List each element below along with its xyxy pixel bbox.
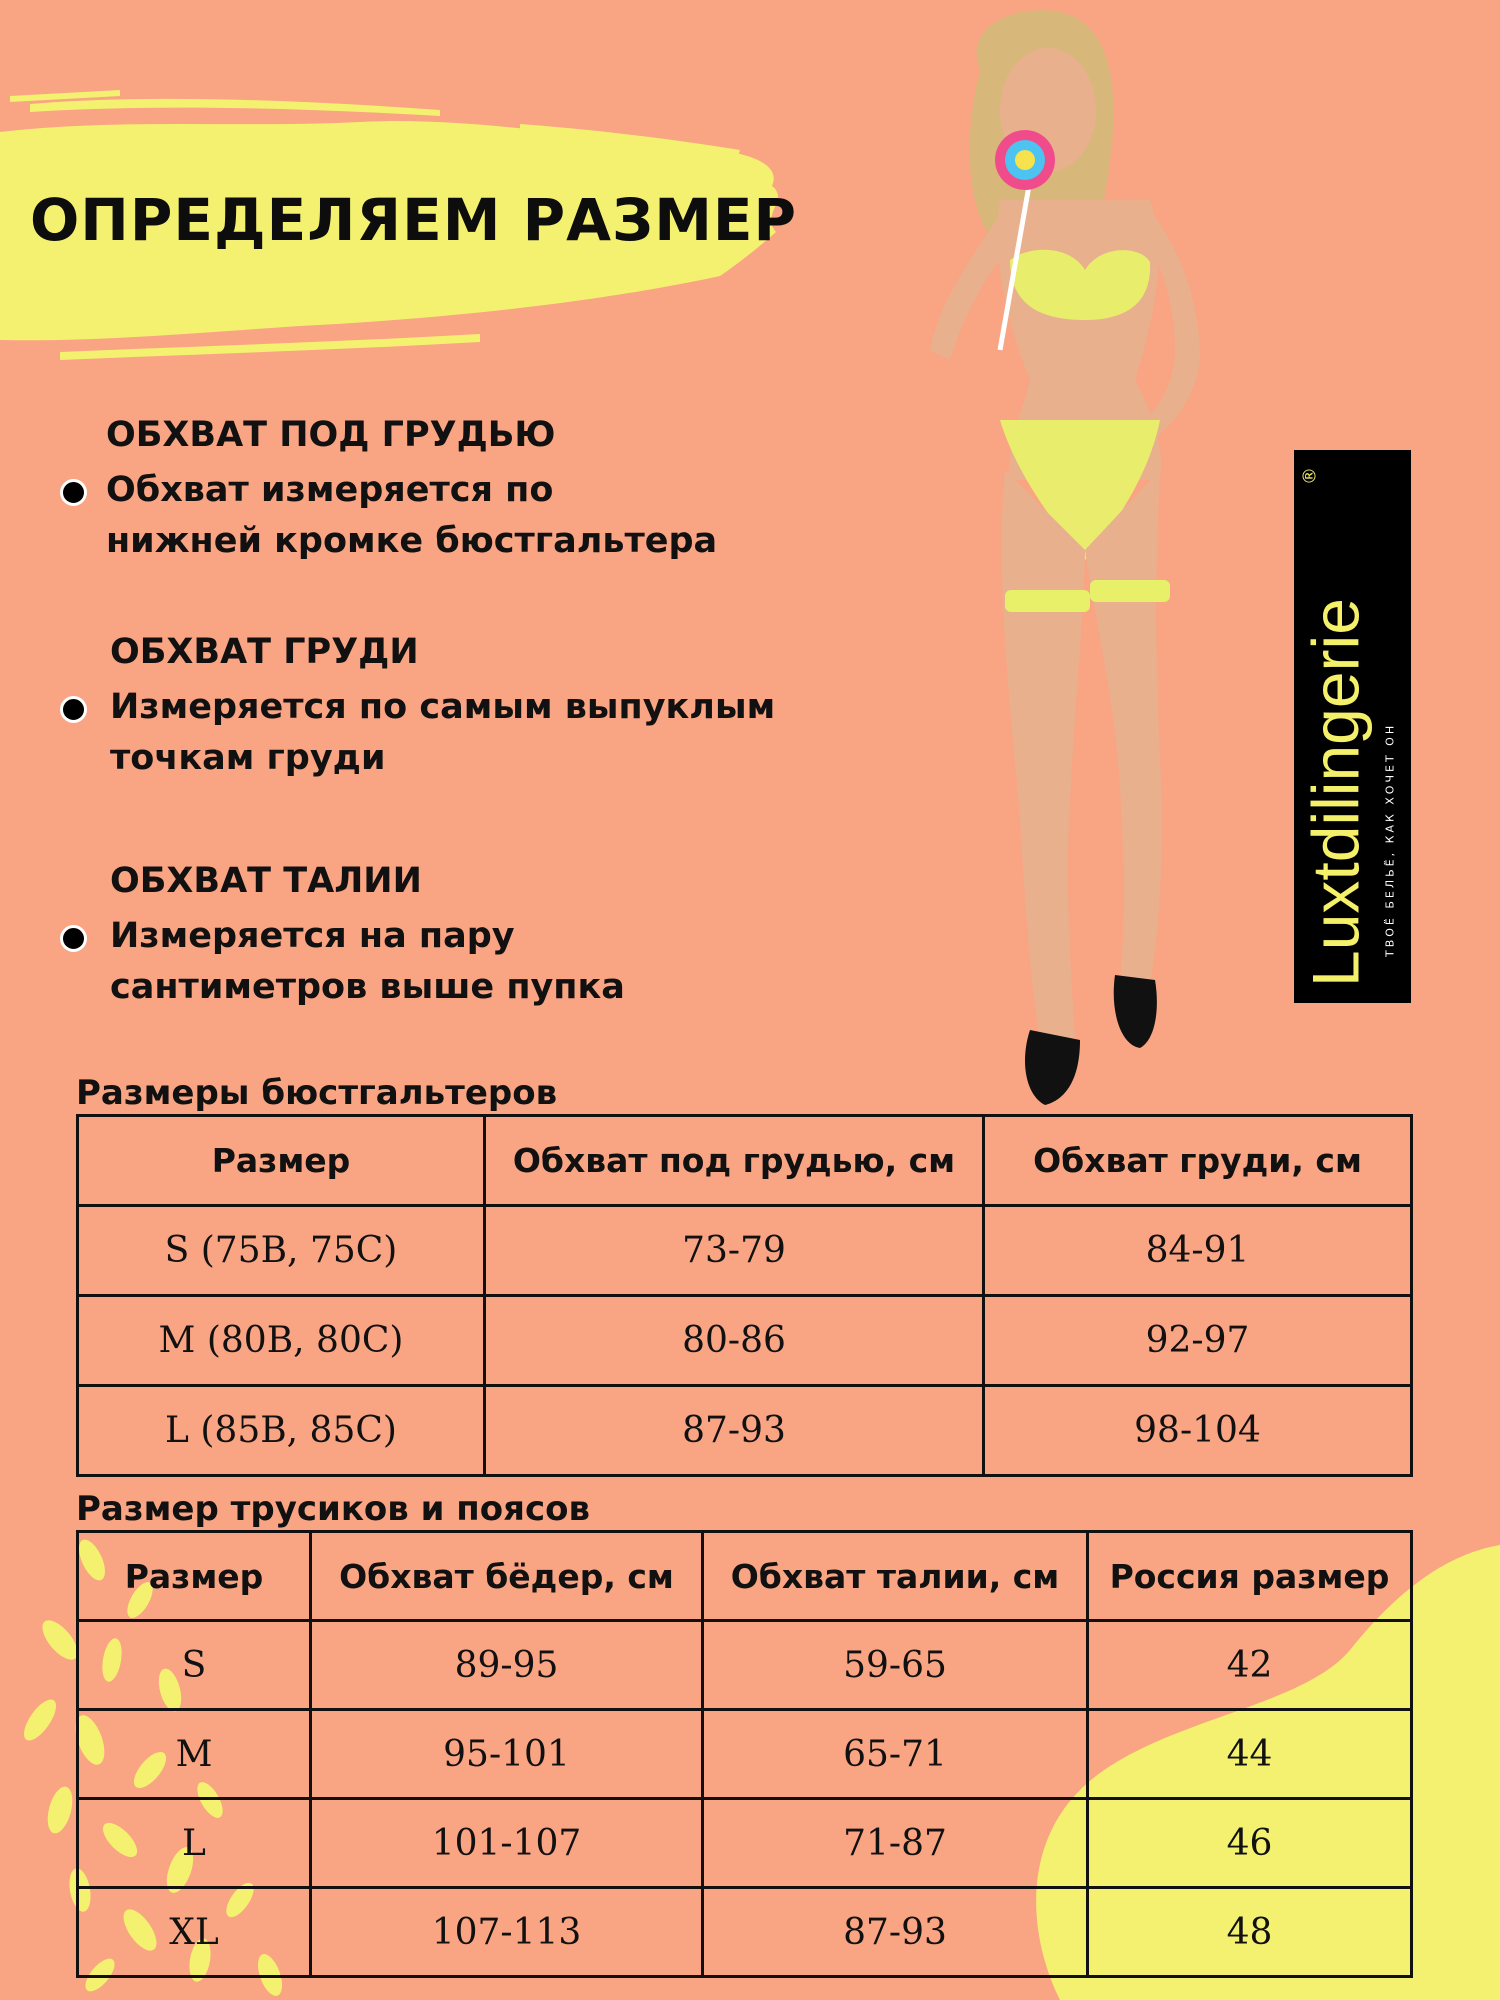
table-cell: XL <box>78 1888 311 1977</box>
brand-name: Luxtdilingerie <box>1298 598 1373 987</box>
column-header: Размер <box>78 1116 485 1206</box>
table-cell: M <box>78 1710 311 1799</box>
table-cell: 101-107 <box>311 1799 703 1888</box>
table-cell: L <box>78 1799 311 1888</box>
section-text <box>110 911 625 1013</box>
table-cell: 71-87 <box>703 1799 1088 1888</box>
table-row <box>78 1710 1412 1799</box>
bullet-icon <box>60 696 87 723</box>
column-header: Размер <box>78 1532 311 1621</box>
section-line: Измеряется на пару <box>110 916 515 956</box>
table-cell: 44 <box>1088 1710 1412 1799</box>
section-heading: ОБХВАТ ПОД ГРУДЬЮ <box>106 415 556 455</box>
table-cell: 80-86 <box>485 1296 984 1386</box>
table-cell: S <box>78 1621 311 1710</box>
table-row <box>78 1386 1412 1476</box>
page-title: ОПРЕДЕЛЯЕМ РАЗМЕР <box>30 186 798 254</box>
section-line: точкам груди <box>110 738 386 778</box>
column-header: Обхват бёдер, см <box>311 1532 703 1621</box>
column-header: Россия размер <box>1088 1532 1412 1621</box>
table-row <box>78 1621 1412 1710</box>
table-cell: M (80B, 80C) <box>78 1296 485 1386</box>
column-header: Обхват под грудью, см <box>485 1116 984 1206</box>
table-cell: 65-71 <box>703 1710 1088 1799</box>
bra-table-caption: Размеры бюстгальтеров <box>76 1073 558 1113</box>
column-header: Обхват талии, см <box>703 1532 1088 1621</box>
brand-tagline: ТВОЁ БЕЛЬЁ, КАК ХОЧЕТ ОН <box>1383 722 1397 957</box>
bullet-icon <box>60 479 87 506</box>
section-heading: ОБХВАТ ГРУДИ <box>110 632 419 672</box>
section-line: сантиметров выше пупка <box>110 967 625 1007</box>
section-line: Измеряется по самым выпуклым <box>110 687 776 727</box>
table-cell: 42 <box>1088 1621 1412 1710</box>
section-line: Обхват измеряется по <box>106 470 554 510</box>
table-cell: 73-79 <box>485 1206 984 1296</box>
model-photo <box>880 0 1260 1120</box>
panty-table-caption: Размер трусиков и поясов <box>76 1489 590 1529</box>
table-cell: 89-95 <box>311 1621 703 1710</box>
section-line: нижней кромке бюстгальтера <box>106 521 718 561</box>
table-header-row <box>78 1116 1412 1206</box>
table-cell: 84-91 <box>984 1206 1412 1296</box>
table-cell: L (85B, 85C) <box>78 1386 485 1476</box>
table-cell: 95-101 <box>311 1710 703 1799</box>
table-cell: S (75B, 75C) <box>78 1206 485 1296</box>
table-row <box>78 1206 1412 1296</box>
table-row <box>78 1296 1412 1386</box>
table-cell: 87-93 <box>485 1386 984 1476</box>
table-cell: 92-97 <box>984 1296 1412 1386</box>
table-cell: 107-113 <box>311 1888 703 1977</box>
section-text <box>110 682 775 784</box>
section-text <box>106 465 717 567</box>
table-cell: 48 <box>1088 1888 1412 1977</box>
table-cell: 59-65 <box>703 1621 1088 1710</box>
table-cell: 98-104 <box>984 1386 1412 1476</box>
section-heading: ОБХВАТ ТАЛИИ <box>110 861 422 901</box>
bra-size-table <box>76 1114 1413 1477</box>
table-header-row <box>78 1532 1412 1621</box>
table-cell: 46 <box>1088 1799 1412 1888</box>
brand-logo-text <box>1294 457 1411 997</box>
registered-mark: ® <box>1299 467 1321 485</box>
bullet-icon <box>60 925 87 952</box>
table-cell: 87-93 <box>703 1888 1088 1977</box>
column-header: Обхват груди, см <box>984 1116 1412 1206</box>
brand-logo <box>1294 450 1411 1003</box>
table-row <box>78 1888 1412 1977</box>
panty-size-table <box>76 1530 1413 1978</box>
table-row <box>78 1799 1412 1888</box>
